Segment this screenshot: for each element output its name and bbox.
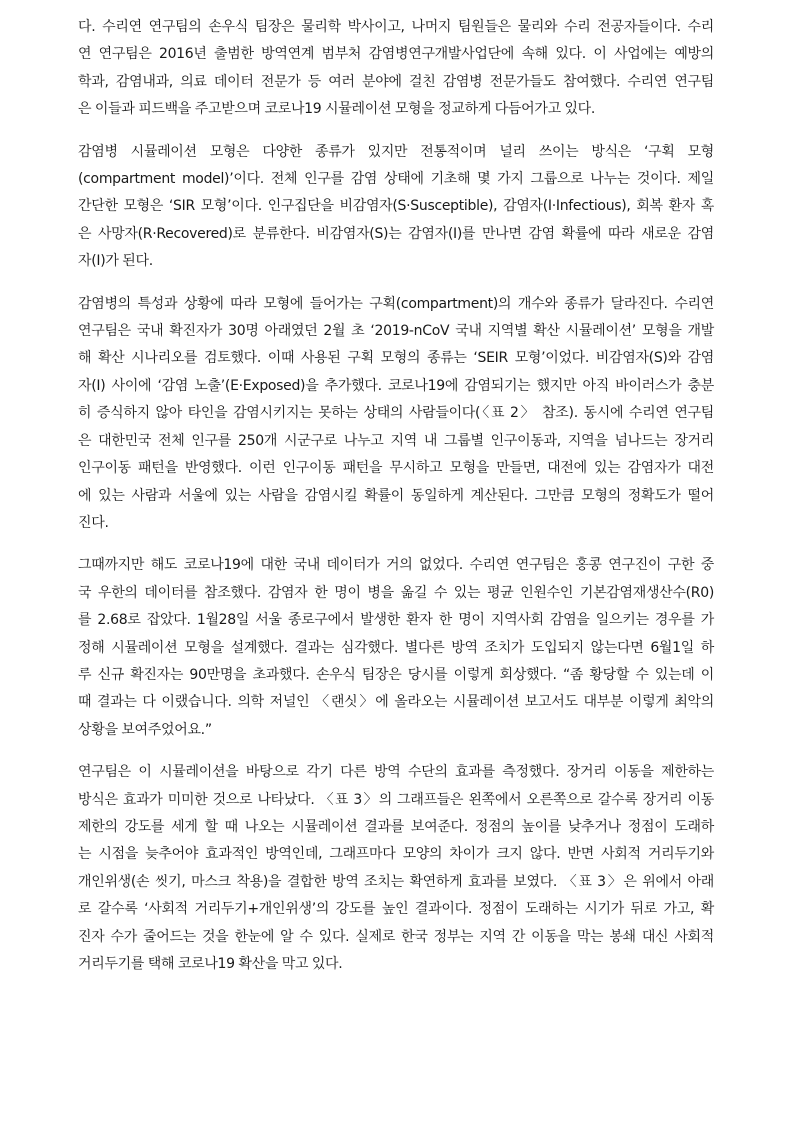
text-line: 간단한 모형은 ‘SIR 모형’이다. 인구집단을 비감염자(S·Susceptible), 감염자(I·Infectious), 회복 환자 혹 xyxy=(78,198,714,215)
text-line: 다. 수리연 연구팀의 손우식 팀장은 물리학 박사이고, 나머지 팀원들은 물리와 수리 전공자들이다. 수리 xyxy=(78,19,714,35)
text-line: 감염병의 특성과 상황에 따라 모형에 들어가는 구획(compartment)의 개수와 종류가 달라진다. 수리연 xyxy=(78,295,714,312)
text-line: 연구팀은 국내 확진자가 30명 아래였던 2월 초 ‘2019-nCoV 국내 지역별 확산 시뮬레이션’ 모형을 개발 xyxy=(78,323,714,340)
paragraph-compartment-model xyxy=(78,139,714,276)
text-line: 방식은 효과가 미미한 것으로 나타났다. 〈표 3〉의 그래프들은 왼쪽에서 오른쪽으로 갈수록 장거리 이동 xyxy=(78,791,714,808)
text-line: 때 결과는 다 이랬습니다. 의학 저널인 〈랜싯〉에 올라오는 시뮬레이션 보고서도 대부분 이렇게 최악의 xyxy=(78,694,714,711)
paragraph-early-data xyxy=(78,552,714,744)
text-line: 로 갈수록 ‘사회적 거리두기+개인위생’의 강도를 높인 결과이다. 정점이 도래하는 시기가 뒤로 가고, 확 xyxy=(78,901,714,918)
text-line: 개인위생(손 씻기, 마스크 착용)을 결합한 방역 조치는 확연하게 효과를 보였다. 〈표 3〉은 위에서 아래 xyxy=(78,873,714,890)
text-line: 에 있는 사람과 서울에 있는 사람을 감염시킬 확률이 동일하게 계산된다. 그만큼 모형의 정확도가 떨어 xyxy=(78,487,714,504)
text-line: 히 증식하지 않아 타인을 감염시키지는 못하는 상태의 사람들이다(〈표 2〉 참조). 동시에 수리연 연구팀 xyxy=(78,405,714,422)
paragraph-quarantine-effects xyxy=(78,759,714,978)
text-line: 자(I) 사이에 ‘감염 노출’(E·Exposed)을 추가했다. 코로나19에 감염되기는 했지만 아직 바이러스가 충분 xyxy=(78,377,714,394)
text-line: 감염병 시뮬레이션 모형은 다양한 종류가 있지만 전통적이며 널리 쓰이는 방식은 ‘구획 모형 xyxy=(78,143,714,160)
text-line: 제한의 강도를 세게 할 때 나오는 시뮬레이션 결과를 보여준다. 정점의 높이를 낮추거나 정점이 도래하 xyxy=(78,818,714,835)
text-line: 진자 수가 줄어드는 것을 한눈에 알 수 있다. 실제로 한국 정부는 지역 간 이동을 막는 봉쇄 대신 사회적 xyxy=(78,928,714,945)
text-line: 루 신규 확진자는 90만명을 초과했다. 손우식 팀장은 당시를 이렇게 회상했다. “좀 황당할 수 있는데 이 xyxy=(78,666,714,683)
text-line: 연구팀은 이 시뮬레이션을 바탕으로 각기 다른 방역 수단의 효과를 측정했다. 장거리 이동을 제한하는 xyxy=(78,764,714,781)
text-line: 그때까지만 해도 코로나19에 대한 국내 데이터가 거의 없었다. 수리연 연구팀은 홍콩 연구진이 구한 중 xyxy=(78,557,714,574)
text-line: 국 우한의 데이터를 참조했다. 감염자 한 명이 병을 옮길 수 있는 평균 인원수인 기본감염재생산수(R0) xyxy=(78,584,714,601)
text-line: 은 사망자(R·Recovered)로 분류한다. 비감염자(S)는 감염자(I)를 만나면 감염 확률에 따라 새로운 감염 xyxy=(78,225,714,242)
text-line: 인구이동 패턴을 반영했다. 이런 인구이동 패턴을 무시하고 모형을 만들면, 대전에 있는 감염자가 대전 xyxy=(78,460,714,477)
paragraph-seir-model xyxy=(78,291,714,538)
text-line: 진다. xyxy=(78,514,109,531)
text-line: 연 연구팀은 2016년 출범한 방역연계 범부처 감염병연구개발사업단에 속해 있다. 이 사업에는 예방의 xyxy=(78,46,714,63)
text-line: 은 이들과 피드백을 주고받으며 코로나19 시뮬레이션 모형을 정교하게 다듬어가고 있다. xyxy=(78,101,596,118)
text-line: 학과, 감염내과, 의료 데이터 전문가 등 여러 분야에 걸친 감염병 전문가들도 참여했다. 수리연 연구팀 xyxy=(78,73,714,90)
paragraph-research-team xyxy=(78,14,714,124)
text-line: 정해 시뮬레이션 모형을 설계했다. 결과는 심각했다. 별다른 방역 조치가 도입되지 않는다면 6월1일 하 xyxy=(78,639,714,656)
text-line: 자(I)가 된다. xyxy=(78,253,153,270)
text-line: 는 시점을 늦추어야 효과적인 방역인데, 그래프마다 모양의 차이가 크지 않다. 반면 사회적 거리두기와 xyxy=(78,846,714,863)
text-line: 거리두기를 택해 코로나19 확산을 막고 있다. xyxy=(78,956,343,972)
text-line: 은 대한민국 전체 인구를 250개 시군구로 나누고 지역 내 그룹별 인구이동과, 지역을 넘나드는 장거리 xyxy=(78,432,714,449)
text-line: 해 확산 시나리오를 검토했다. 이때 사용된 구획 모형의 종류는 ‘SEIR 모형’이었다. 비감염자(S)와 감염 xyxy=(78,350,714,367)
article-body xyxy=(78,14,714,993)
text-line: 를 2.68로 잡았다. 1월28일 서울 종로구에서 발생한 환자 한 명이 지역사회 감염을 일으키는 경우를 가 xyxy=(78,612,714,629)
text-line: (compartment model)’이다. 전체 인구를 감염 상태에 기초해 몇 가지 그룹으로 나누는 것이다. 제일 xyxy=(78,171,714,188)
text-line: 상황을 보여주었어요.” xyxy=(78,721,212,738)
